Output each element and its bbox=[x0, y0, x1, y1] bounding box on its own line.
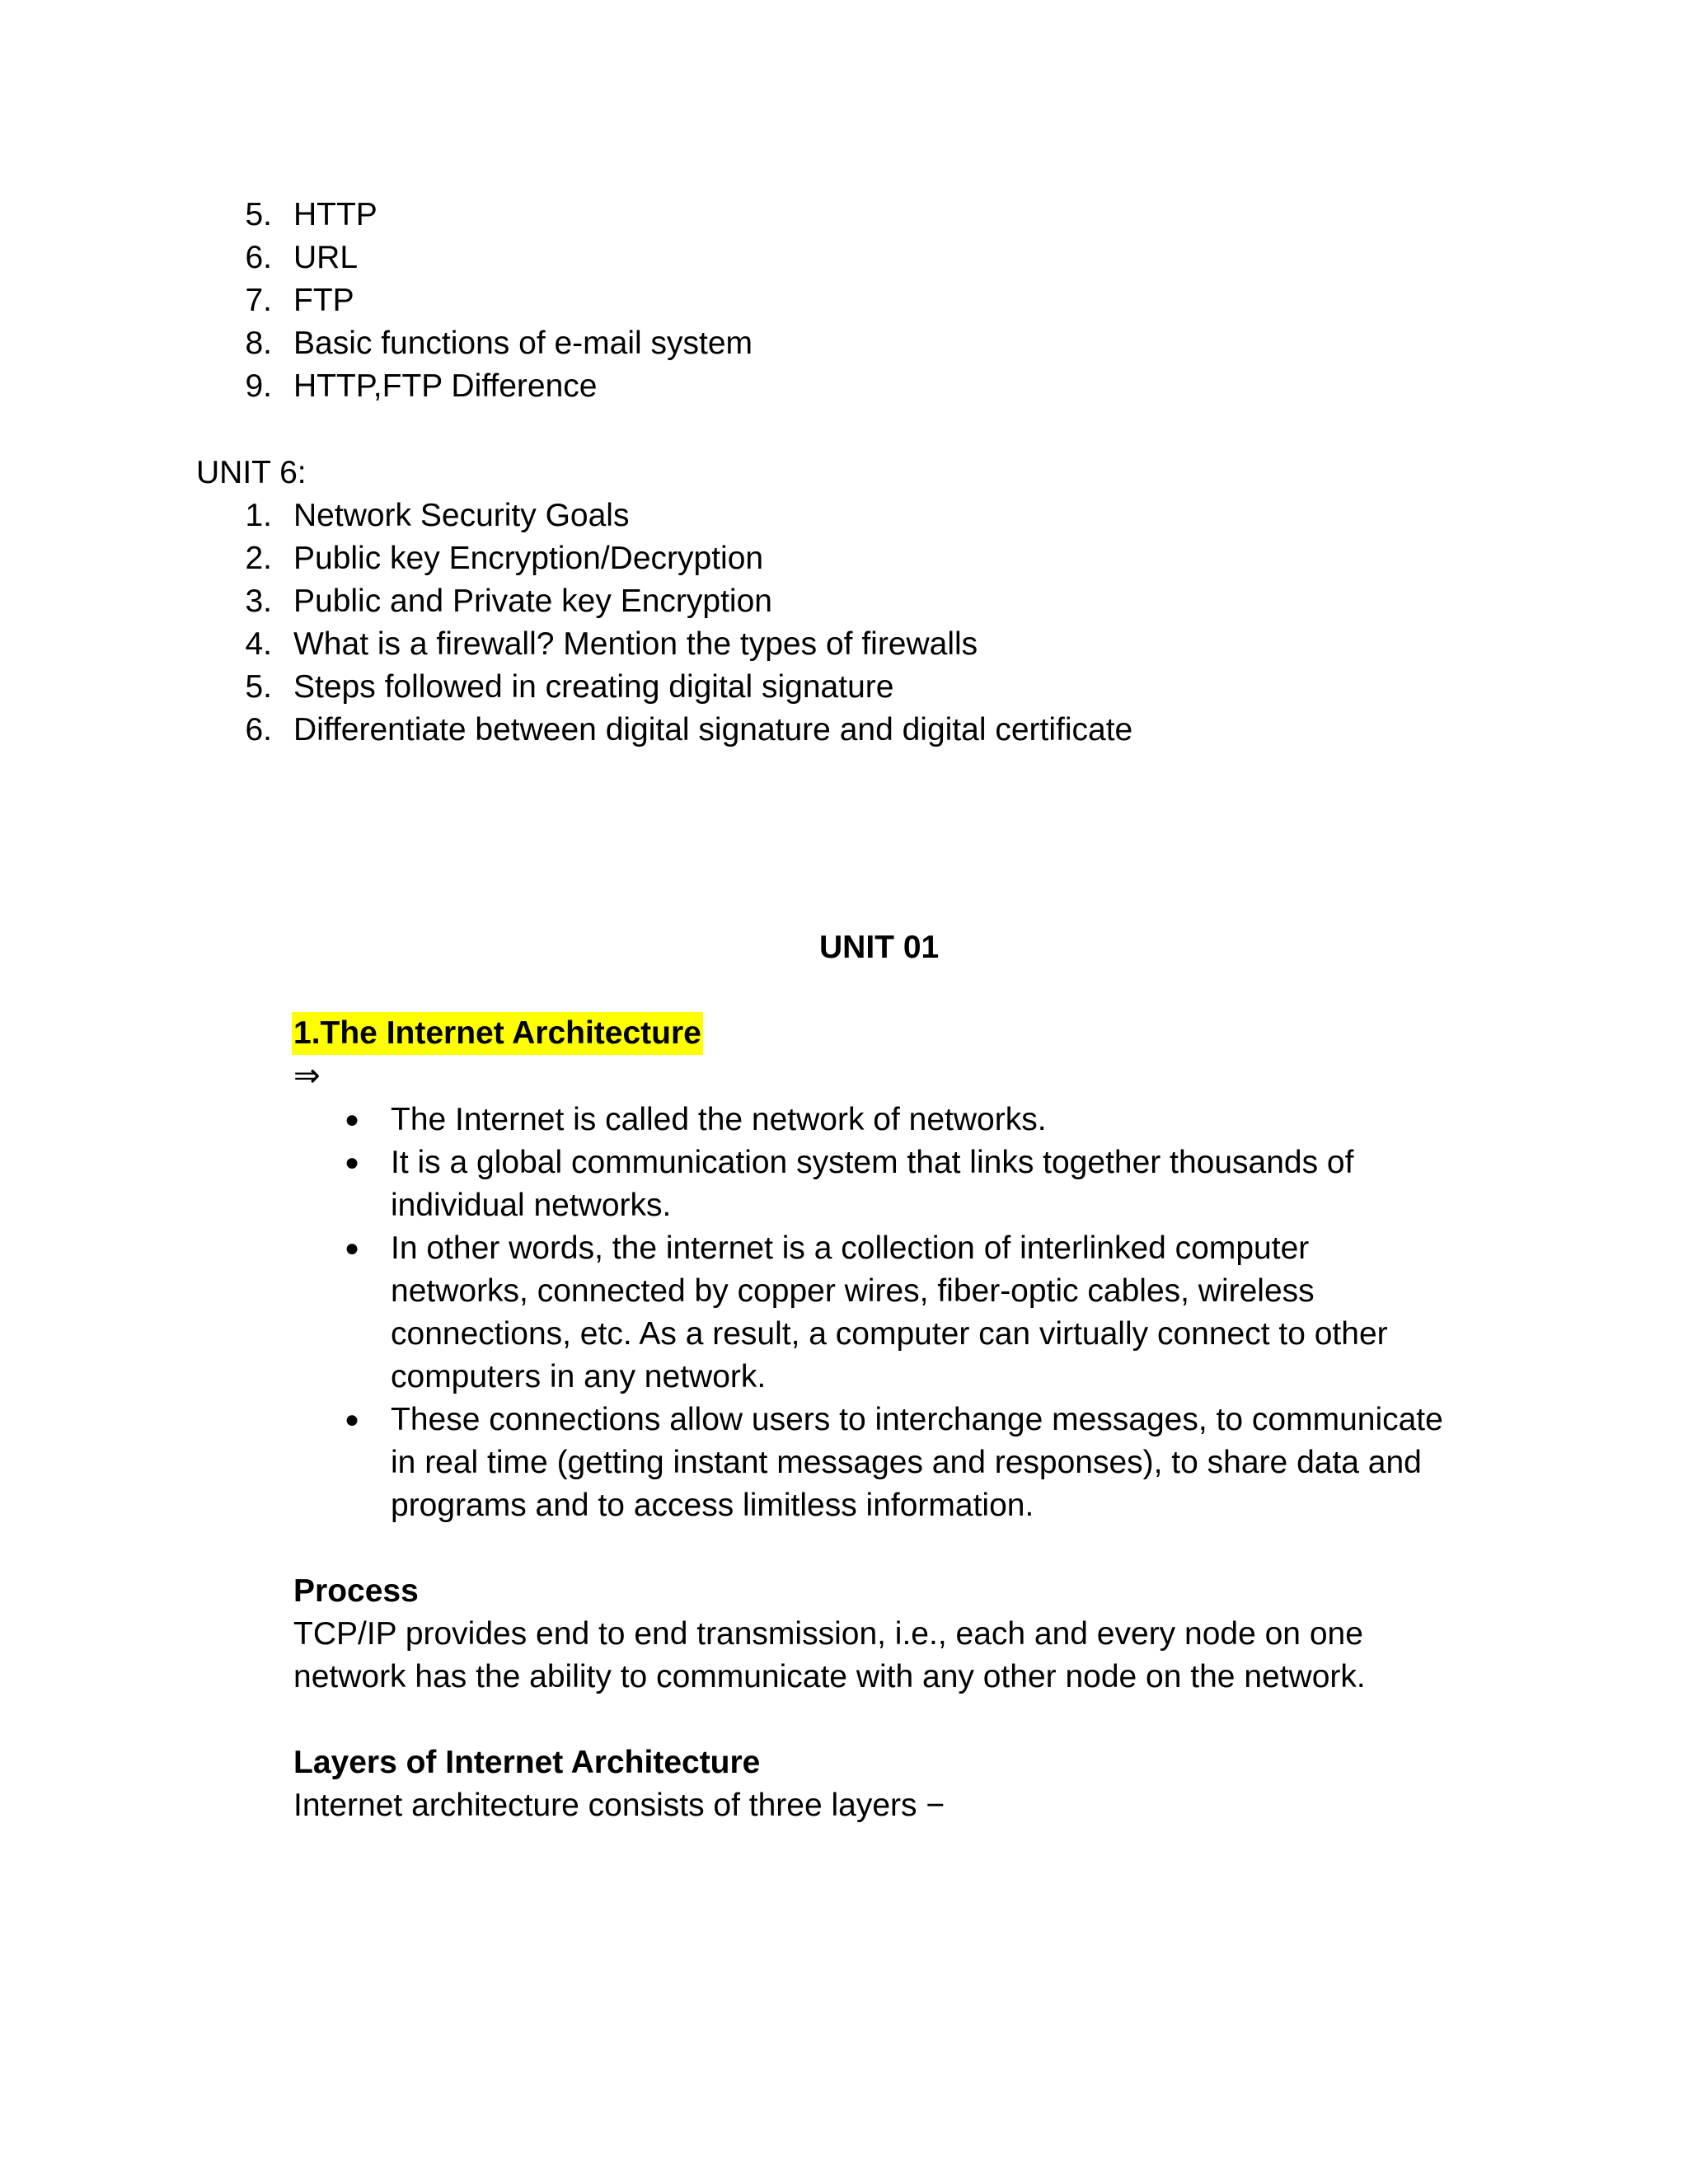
bullet-text: connections, etc. As a result, a computer can virtually connect to other bbox=[391, 1316, 1388, 1352]
unit6-heading: UNIT 6: bbox=[196, 455, 307, 490]
arrow-icon: ⇒ bbox=[293, 1058, 321, 1094]
bullet-icon: ● bbox=[345, 1149, 360, 1176]
list-item: Public key Encryption/Decryption bbox=[293, 541, 764, 576]
process-heading: Process bbox=[293, 1573, 419, 1609]
bullet-icon: ● bbox=[345, 1235, 360, 1262]
list-number: 8. bbox=[245, 326, 272, 361]
list-item: Steps followed in creating digital signature bbox=[293, 669, 894, 705]
list-item: HTTP,FTP Difference bbox=[293, 368, 598, 404]
list-number: 4. bbox=[245, 626, 272, 662]
bullet-icon: ● bbox=[345, 1106, 360, 1133]
list-item: Network Security Goals bbox=[293, 498, 630, 533]
bullet-text: The Internet is called the network of networks. bbox=[391, 1102, 1047, 1137]
process-text: network has the ability to communicate with any other node on the network. bbox=[293, 1659, 1366, 1694]
bullet-text: programs and to access limitless information. bbox=[391, 1488, 1034, 1523]
list-number: 6. bbox=[245, 240, 272, 275]
list-number: 5. bbox=[245, 669, 272, 705]
list-number: 7. bbox=[245, 283, 272, 318]
layers-text: Internet architecture consists of three layers − bbox=[293, 1788, 945, 1823]
bullet-text: in real time (getting instant messages and responses), to share data and bbox=[391, 1445, 1422, 1480]
bullet-text: It is a global communication system that links together thousands of bbox=[391, 1145, 1354, 1180]
section-heading: 1.The Internet Architecture bbox=[292, 1012, 703, 1055]
list-item: What is a firewall? Mention the types of firewalls bbox=[293, 626, 978, 662]
list-item: URL bbox=[293, 240, 359, 275]
layers-heading: Layers of Internet Architecture bbox=[293, 1745, 761, 1780]
bullet-text: In other words, the internet is a collection of interlinked computer bbox=[391, 1230, 1310, 1266]
bullet-icon: ● bbox=[345, 1406, 360, 1433]
list-item: Differentiate between digital signature and digital certificate bbox=[293, 712, 1133, 748]
list-item: HTTP bbox=[293, 197, 377, 232]
bullet-text: networks, connected by copper wires, fiber-optic cables, wireless bbox=[391, 1273, 1315, 1309]
list-item: Basic functions of e-mail system bbox=[293, 326, 753, 361]
bullet-text: individual networks. bbox=[391, 1188, 672, 1223]
process-text: TCP/IP provides end to end transmission, i.e., each and every node on one bbox=[293, 1616, 1363, 1652]
list-item: Public and Private key Encryption bbox=[293, 583, 772, 619]
list-number: 3. bbox=[245, 583, 272, 619]
bullet-text: computers in any network. bbox=[391, 1359, 767, 1394]
list-number: 9. bbox=[245, 368, 272, 404]
bullet-text: These connections allow users to interchange messages, to communicate bbox=[391, 1402, 1443, 1437]
list-number: 2. bbox=[245, 541, 272, 576]
list-number: 5. bbox=[245, 197, 272, 232]
list-number: 1. bbox=[245, 498, 272, 533]
unit01-title: UNIT 01 bbox=[819, 930, 940, 965]
list-item: FTP bbox=[293, 283, 354, 318]
list-number: 6. bbox=[245, 712, 272, 748]
